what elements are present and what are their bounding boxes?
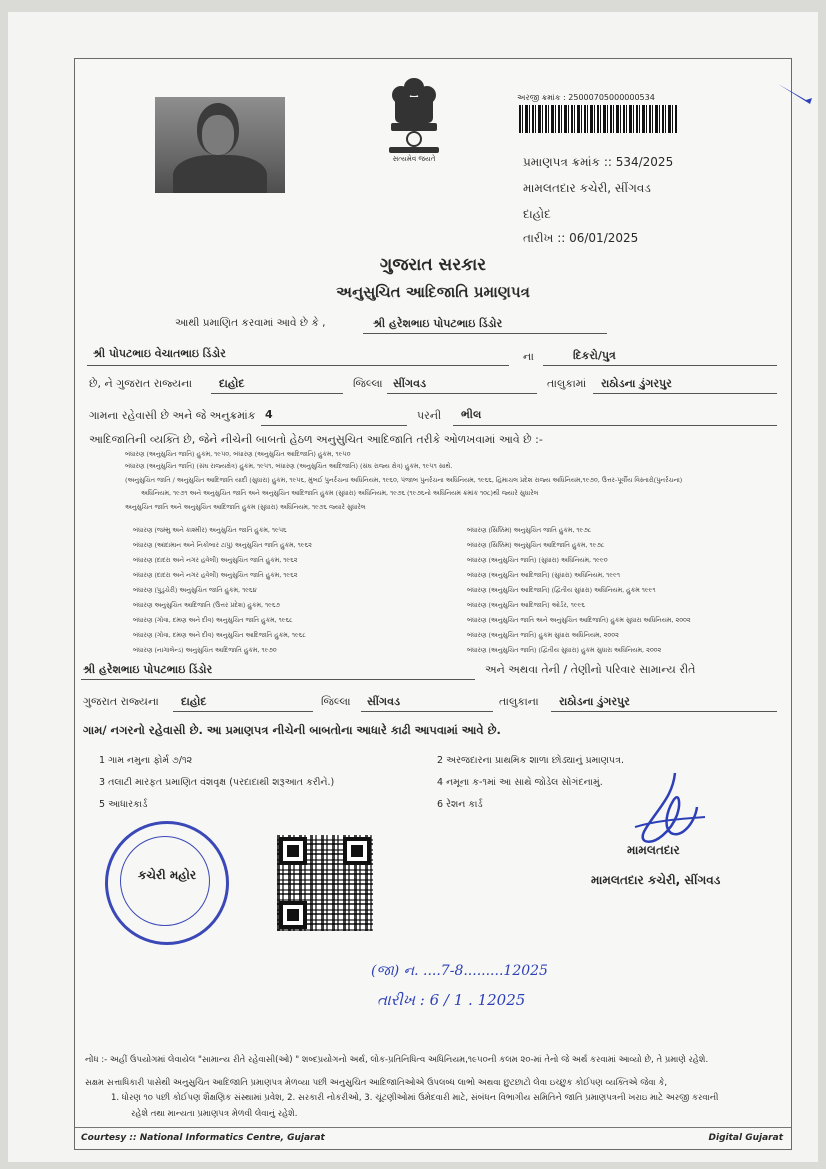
order-left: બંધારણ અનુસુચિત આદિજાતિ (ઉત્તર પ્રદેશ) હુકમ, ૧૯૬૭ [133,601,280,609]
relation: દિકરો/પુત્ર [573,349,616,362]
order-line: બંધારણ (અનુસુચિત જાતિ) હુકમ, ૧૯૫૦, બંધારણ (અનુસુચિત આદિજાતિ) હુકમ, ૧૯૫૦ [125,450,351,458]
order-line: અધિનિયમ, ૧૯૭૧ અને અનુસુચિત જાતિ અને અનુસુચિત આદિજાતિ હુકમ (સુધારા) અધિનિયમ, ૧૯૭૬ (૧૯૭૬નો અધિનિયમ ક્રમાંક ૧૦૮)થી જ્યારે સુધારેલ [141,489,539,497]
certify-text: આથી પ્રમાણિત કરવામાં આવે છે કે , [175,317,326,329]
order-right: બંધારણ (અનુસુચિત જાતિ) (દ્વિતીય સુધારા) હુકમ સુધારા અધિનિયમ, ૨૦૦૨ [467,646,662,654]
district-2: દાહોદ [181,695,207,708]
order-right: બંધારણ (અનુસુચિત આદિજાતિ) (સુધારા) અધિનિયમ, ૧૯૯૧ [467,571,621,579]
seal-center-text: કચેરી મહોર [137,868,197,882]
applicant-photo [155,97,285,193]
taluka-label-2: તાલુકાના [499,695,539,708]
district-label: જિલ્લા [353,377,383,390]
tribe-name: ભીલ [461,408,482,421]
family-text: અને અથવા તેની / તેણીનો પરિવાર સામાન્ય રીતે [485,663,696,676]
certificate-sheet [8,12,818,1162]
order-right: બંધારણ (અનુસુચિત જાતિ) (સુધારા) અધિનિયમ, ૧૯૯૦ [467,556,608,564]
handwritten-number: (જા) ન. ....7-8.........12025 [371,963,548,979]
ink-mark-icon [776,80,816,106]
village-text: ગામ/ નગરનો રહેવાસી છે. આ પ્રમાણપત્ર નીચેની બાબતોના આધારે કાઢી આપવામાં આવે છે. [83,723,501,737]
signatory-office: મામલતદાર કચેરી, સીંગવડ [591,873,721,887]
signature-icon [615,771,711,845]
order-line: અનુસુચિત જાતિ અને અનુસુચિત આદિજાતિ હુકમ (સુધારા) અધિનિયમ, ૧૯૭૬ જ્યારે સુધારેલ [125,503,366,511]
note-line: નોંધ :- અહીં ઉપયોગમાં લેવાયેલ "સામાન્ય રીતે રહેવાસી(ઓ) " શબ્દપ્રયોગનો અર્થ, લોક-પ્રતિનિધિત્વ અધિનિયમ,૧૯૫૦ની કલમ ૨૦-માં તેનો જે અર્થ કરવામાં આવ્યો છે, તે પ્રમાણે રહેશે. [85,1055,709,1065]
certificate-title: અનુસુચિત આદિજાતિ પ્રમાણપત્ર [336,283,530,301]
state-prefix: છે, ને ગુજરાત રાજ્યના [89,377,193,390]
district-value: સીંગવડ [393,377,426,390]
application-number: અરજી ક્રમાંક : 25000705000000534 [517,93,655,102]
certificate-frame [74,58,792,1150]
order-right: બંધારણ (અનુસુચિત આદિજાતિ) (દ્વિતીય સુધારા) અધિનિયમ, હુકમ ૧૯૯૧ [467,586,656,594]
order-line: બંધારણ (અનુસુચિત જાતિ) (સંઘ રાજ્યક્ષેત્ર) હુકમ, ૧૯૫૧, બંધારણ (અનુસુચિત આદિજાતિ) (સંઘ રાજ્ય ક્ષેત્ર) હુકમ, ૧૯૫૧ સાથે. [125,462,453,470]
applicant-name: શ્રી હરેશભાઇ પોપટભાઇ ડિંડોર [373,317,503,330]
na-text: ના [523,350,534,363]
taluka-label: તાલુકામાં [547,377,587,390]
parent-name: શ્રી પોપટભાઇ વેચાતભાઇ ડિંડોર [93,347,226,360]
order-left: બંધારણ (આંદામાન અને નિકોબાર ટાપુ) અનુસુચિત જાતિ હુકમ, ૧૯૬૨ [133,541,312,549]
basis-item: 5 આધારકાર્ડ [99,799,148,810]
order-right: બંધારણ (સિક્કિમ) અનુસુચિત જાતિ હુકમ, ૧૯૭૮ [467,526,592,534]
basis-item: 4 નમૂના ક-૧માં આ સાથે જોડેલ સોગંદનામું. [437,777,603,788]
note-line: સક્ષમ સત્તાધિકારી પાસેથી અનુસુચિત આદિજાતિ પ્રમાણપત્ર મેળવ્યા પછી અનુસુચિત આદિજાતિઓએ ઉપલબ્ધ લાભો અથવા છુટછાટો લેવા ઇચ્છુક કોઈપણ વ્યક્તિએ જેવા કે, [85,1078,668,1088]
taluka-value: રાઠોડના ડુંગરપુર [601,377,672,390]
order-right: બંધારણ (અનુસુચિત આદિજાતિ) ઓર્ડર, ૧૯૯૬ [467,601,585,609]
state-district: દાહોદ [219,377,245,390]
order-left: બંધારણ (દાદરા અને નગર હવેલી) અનુસુચિત જાતિ હુકમ, ૧૯૬૨ [133,571,298,579]
order-left: બંધારણ (દાદરા અને નગર હવેલી) અનુસુચિત જાતિ હુકમ, ૧૯૬૨ [133,556,298,564]
issuing-district: દાહોદ [523,207,551,221]
handwritten-date: તારીખ : 6 / 1 . 12025 [377,991,526,1009]
taluka-value-2: રાઠોડના ડુંગરપુર [559,695,630,708]
qr-code [277,835,373,931]
government-title: ગુજરાત સરકાર [379,255,487,275]
basis-item: 2 અરજદારના પ્રાથમિક શાળા છોડ્યાનું પ્રમાણપત્ર. [437,755,624,766]
signatory-title: મામલતદાર [627,843,680,857]
district-label-2: જિલ્લા [321,695,351,708]
par-text: પરની [417,409,442,422]
order-right: બંધારણ (અનુસુચિત જાતિ) હુકમ સુધારા અધિનિયમ, ૨૦૦૨ [467,631,619,639]
certificate-number: પ્રમાણપત્ર ક્રમાંક :: 534/2025 [523,155,674,169]
office-seal [105,821,229,945]
issuing-office: મામલતદાર કચેરી, સીંગવડ [523,181,651,195]
order-left: બંધારણ (જમ્મુ અને કાશ્મીર) અનુસુચિત જાતિ હુકમ, ૧૯૫૬ [133,526,287,534]
basis-item: 3 તલાટી મારફત પ્રમાણિત વંશવૃક્ષ (પરદાદાથી શરૂઆત કરીને.) [99,777,335,788]
barcode [519,105,677,133]
order-left: બંધારણ (ગોવા, દમણ અને દીવ) અનુસુચિત જાતિ હુકમ, ૧૯૬૮ [133,616,293,624]
district-value-2: સીંગવડ [367,695,400,708]
order-line: (અનુસુચિત જાતિ / અનુસુચિત આદિજાતિ યાદી (સુધારા) હુકમ, ૧૯૫૬, મુંબઈ પુનર્રચના અધિનિયમ, ૧૯૬૦, પંજાબ પુનર્રચના અધિનિયમ, ૧૯૬૬, હિમાચલ પ્રદેશ રાજ્ય અધિનિયમ,૧૯૭૦, ઉત્તર-પૂર્વીય વિસ્તારો(પુનર્રચના) [125,476,683,484]
order-right: બંધારણ (અનુસુચિત જાતિ અને અનુસુચિત આદિજાતિ) હુકમ સુધારા અધિનિયમ, ૨૦૦૨ [467,616,691,624]
serial-number: 4 [265,408,273,421]
order-left: બંધારણ (પુડુચેરી) અનુસુચિત જાતિ હુકમ, ૧૯૬૪ [133,586,257,594]
note-line: 1. ધોરણ ૧૦ પછી કોઈપણ શૈક્ષણિક સંસ્થામાં પ્રવેશ, 2. સરકારી નોકરીઓ, 3. ચૂંટણીઓમાં ઉમેદવારી માટે, સંબંધન વિભાગીય સમિતિને જાતિ પ્રમાણપત્રની ખરાઇ માટે અરજી કરવાની [111,1093,719,1103]
emblem-caption: સત્યમેવ જયતે [392,155,436,163]
recognition-text: આદિજાતિની વ્યક્તિ છે, જેને નીચેની બાબતો હેઠળ અનુસુચિત આદિજાતિ તરીકે ઓળખવામાં આવે છે :- [89,433,543,446]
footer-courtesy: Courtesy :: National Informatics Centre, Gujarat [81,1133,325,1143]
resident-text: ગામના રહેવાસી છે અને જે અનુક્રમાંક [89,409,256,422]
basis-item: 1 ગામ નમુના ફોર્મ ૭/૧૨ [99,755,193,766]
ashoka-emblem-icon [381,75,447,161]
state-text-2: ગુજરાત રાજ્યના [83,695,159,708]
note-line: રહેશે તથા માન્યતા પ્રમાણપત્ર મેળવી લેવાનું રહેશે. [131,1109,298,1119]
order-left: બંધારણ (નાગાલેન્ડ) અનુસુચિત આદિજાતિ હુકમ, ૧૯૭૦ [133,646,277,654]
basis-item: 6 રેશન કાર્ડ [437,799,483,810]
footer-brand: Digital Gujarat [708,1133,783,1143]
applicant-name-repeat: શ્રી હરેશભાઇ પોપટભાઇ ડિંડોર [83,663,213,676]
order-left: બંધારણ (ગોવા, દમણ અને દીવ) અનુસુચિત આદિજાતિ હુકમ, ૧૯૬૮ [133,631,306,639]
issue-date: તારીખ :: 06/01/2025 [523,231,639,245]
order-right: બંધારણ (સિક્કિમ) અનુસુચિત આદિજાતિ હુકમ, ૧૯૭૮ [467,541,605,549]
